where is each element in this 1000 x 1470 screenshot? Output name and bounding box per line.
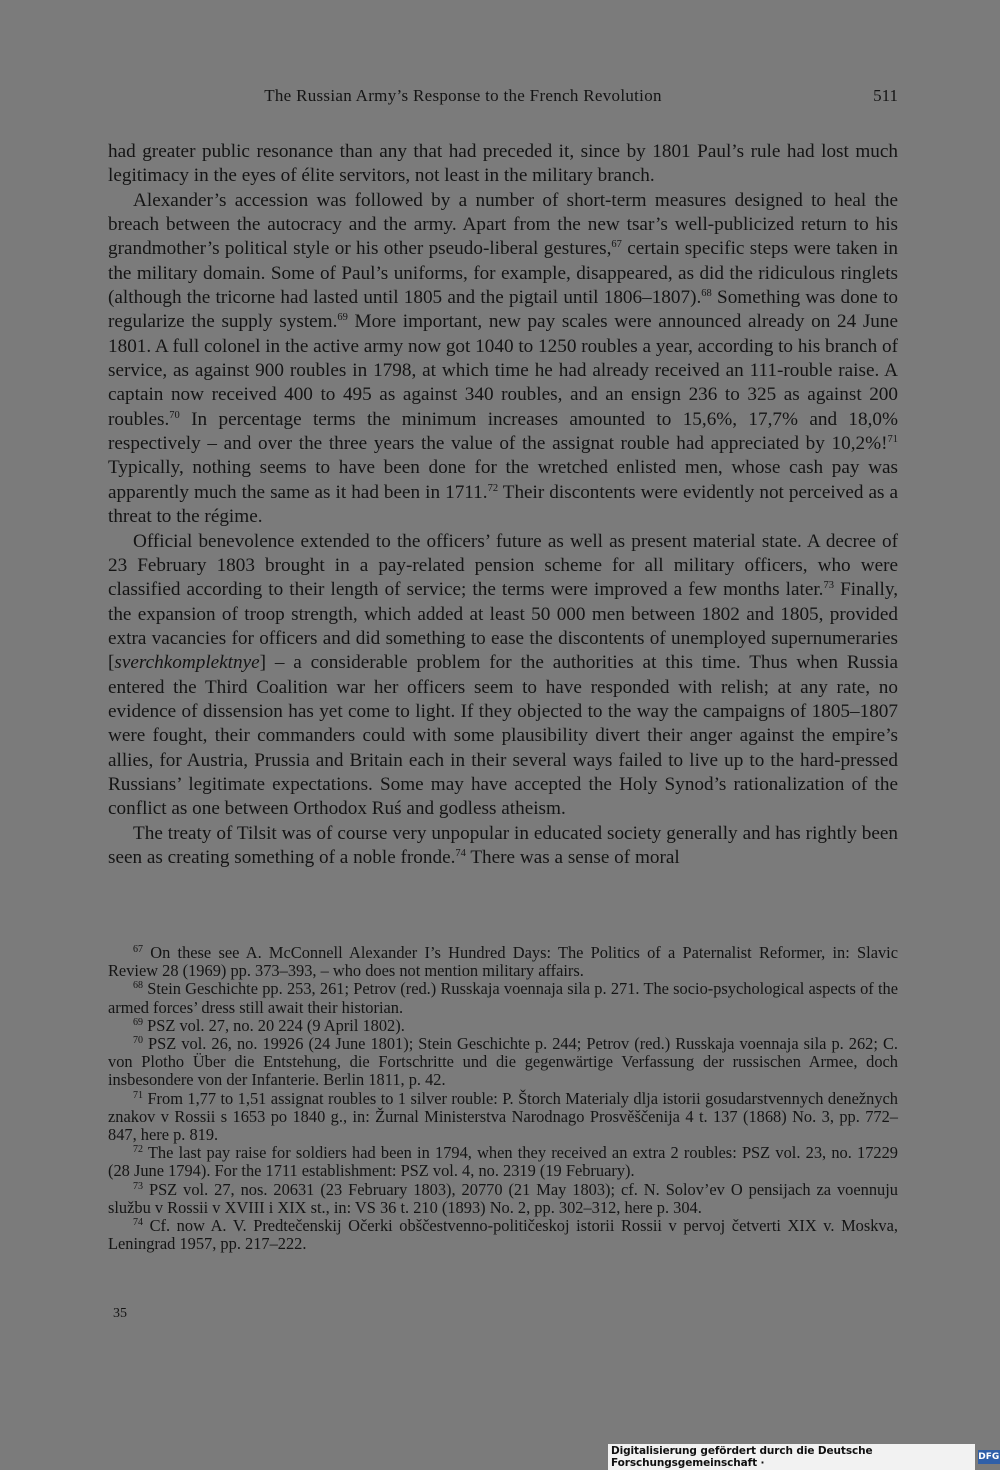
footnote-ref-71[interactable]: 71 [887,434,898,446]
footnote [108,1035,898,1090]
signature-mark: 35 [113,1306,127,1321]
paragraph-2-text-a: Alexander’s accession was followed by a number of short-term measures designed to heal the breach between the autocracy and the army. Apart from the new tsar’s well-publicized return to his grandmother’s political style or his other pseudo-liberal gestures, [108,189,898,260]
running-head [108,86,898,112]
page-number: 511 [873,86,898,105]
paragraph-1-text: had greater public resonance than any that had preceded it, since by 1801 Paul’s rule had lost much legitimacy in the eyes of élite servitors, not least in the military branch. [108,141,898,187]
digitization-credit [608,1445,1000,1469]
footnote-text: Stein Geschichte pp. 253, 261; Petrov (red.) Russkaja voennaja sila p. 271. The socio-psychological aspects of the armed forces’ dress still await their historian. [108,979,898,1017]
italic-term: sverchkomplektnye [114,652,260,674]
running-head-title: The Russian Army’s Response to the French Revolution [264,86,662,105]
footnote [108,1217,898,1253]
footnote-text: PSZ vol. 27, nos. 20631 (23 February 1803), 20770 (21 May 1803); cf. N. Solov’ev O pensijach za voennuju službu v Rossii v XVIII i XIX st., in: VS 36 t. 210 (1893) No. 2, pp. 302–312, here p. 304. [108,1179,898,1217]
footnotes [108,944,898,1253]
footnote-number: 74 [133,1217,143,1229]
footnote-ref-67[interactable]: 67 [611,239,622,251]
paragraph-4-text-b: There was a sense of moral [465,846,680,868]
footnote-text: PSZ vol. 26, no. 19926 (24 June 1801); Stein Geschichte p. 244; Petrov (red.) Russkaja voennaja sila p. 262; C. von Plotho Über die Entstehung, die Fortschritte und die gegenwärtige Verfassung der russischen Armee, doch insbesondere von der Infanterie. Berlin 1811, p. 42. [108,1034,898,1090]
footnote [108,1090,898,1145]
paragraph-3-text-c: ] – a considerable problem for the authorities at this time. Thus when Russia entered the Third Coalition war her officers seem to have responded with relish; at any rate, no evidence of dissension has yet come to light. If they objected to the way the campaigns of 1805–1807 were fought, their commanders could with some plausibility divert their anger against the empire’s allies, for Austria, Prussia and Britain each in their several ways failed to live up to the hard-pressed Russians’ legitimate expectations. Some may have accepted the Holy Synod’s rationalization of the conflict as one between Orthodox Ruś and godless atheism. [108,652,898,820]
paragraph-3 [108,530,898,822]
footnote-text: From 1,77 to 1,51 assignat roubles to 1 silver rouble: P. Štorch Materialy dlja istorii gosudarstvennych denežnych znakov v Rossii s 1653 po 1840 g., in: Žurnal Ministerstva Narodnago Prosvěščenija 4 t. 137 (1868) No. 3, pp. 772–847, here p. 819. [108,1088,898,1145]
footnote [108,980,898,1016]
footnote-text: The last pay raise for soldiers had been in 1794, when they received an extra 2 roubles: PSZ vol. 23, no. 17229 (28 June 1794). For the 1711 establishment: PSZ vol. 4, no. 2319 (19 February). [108,1143,898,1181]
footnote-ref-72[interactable]: 72 [487,482,499,494]
paragraph-3-text-b: Finally, the expansion of troop strength, which added at least 50 000 men between 1802 and 1805, provided extra vacancies for officers and did something to ease the discontents of unemployed supernumeraries [ [108,579,898,674]
footnote [108,1181,898,1217]
paragraph-2-text-g: Their discontents were evidently not perceived as a threat to the régime. [108,481,898,528]
footnote-ref-74[interactable]: 74 [455,847,466,859]
footnote-ref-70[interactable]: 70 [169,409,180,421]
credit-text: Digitalisierung gefördert durch die Deutsche Forschungsgemeinschaft · [608,1444,975,1470]
paragraph-2-text-b: certain specific steps were taken in the military domain. Some of Paul’s uniforms, for example, disappeared, as did the ridiculous ringlets (although the tricorne had lasted until 1805 and the pigtail until 1806–1807). [108,238,898,309]
footnote-number: 72 [133,1144,143,1156]
paragraph-1 [108,140,898,189]
paragraph-4 [108,822,898,871]
footnote-number: 69 [133,1016,143,1028]
footnote-text: Cf. now A. V. Predtečenskij Očerki obščestvenno-političeskoj istorii Rossii v pervoj četverti XIX v. Moskva, Leningrad 1957, pp. 217–222. [108,1216,898,1254]
footnote-number: 70 [133,1035,143,1047]
footnote-ref-69[interactable]: 69 [337,312,348,324]
paragraph-2 [108,189,898,530]
footnote-ref-68[interactable]: 68 [701,288,712,300]
footnote-number: 73 [133,1180,143,1192]
paragraph-4-text-a: The treaty of Tilsit was of course very unpopular in educated society generally and has rightly been seen as creating something of a noble fronde. [108,822,898,868]
paragraph-2-text-c: Something was done to regularize the supply system. [108,287,898,333]
paragraph-2-text-f: Typically, nothing seems to have been done for the wretched enlisted men, whose cash pay was apparently much the same as it had been in 1711. [108,457,898,503]
footnote [108,1017,898,1035]
footnote-ref-73[interactable]: 73 [823,580,834,592]
footnote [108,1144,898,1180]
footnote [108,944,898,980]
paragraph-2-text-d: More important, new pay scales were announced already on 24 June 1801. A full colonel in the active army now got 1040 to 1250 roubles a year, according to his branch of service, as against 900 roubles in 1798, at which time he had already received an 111-rouble raise. A captain now received 400 to 495 as against 340 roubles, and an ensign 236 to 325 as against 200 roubles. [108,311,898,430]
paragraph-2-text-e: In percentage terms the minimum increases amounted to 15,6%, 17,7% and 18,0% respectively – and over the three years the value of the assignat rouble had appreciated by 10,2%! [108,408,898,455]
footnote-number: 71 [133,1089,143,1101]
footnote-number: 67 [133,944,143,955]
dfg-logo: DFG [978,1452,1000,1462]
footnote-text: PSZ vol. 27, no. 20 224 (9 April 1802). [147,1015,405,1035]
footnote-text: On these see A. McConnell Alexander I’s Hundred Days: The Politics of a Paternalist Reformer, in: Slavic Review 28 (1969) pp. 373–393, – who does not mention military affairs. [108,943,898,981]
paragraph-3-text-a: Official benevolence extended to the officers’ future as well as present material state. A decree of 23 February 1803 brought in a pay-related pension scheme for all military officers, who were classified according to their length of service; the terms were improved a few months later. [108,530,898,601]
body-text [108,140,898,870]
footnote-number: 68 [133,980,143,992]
